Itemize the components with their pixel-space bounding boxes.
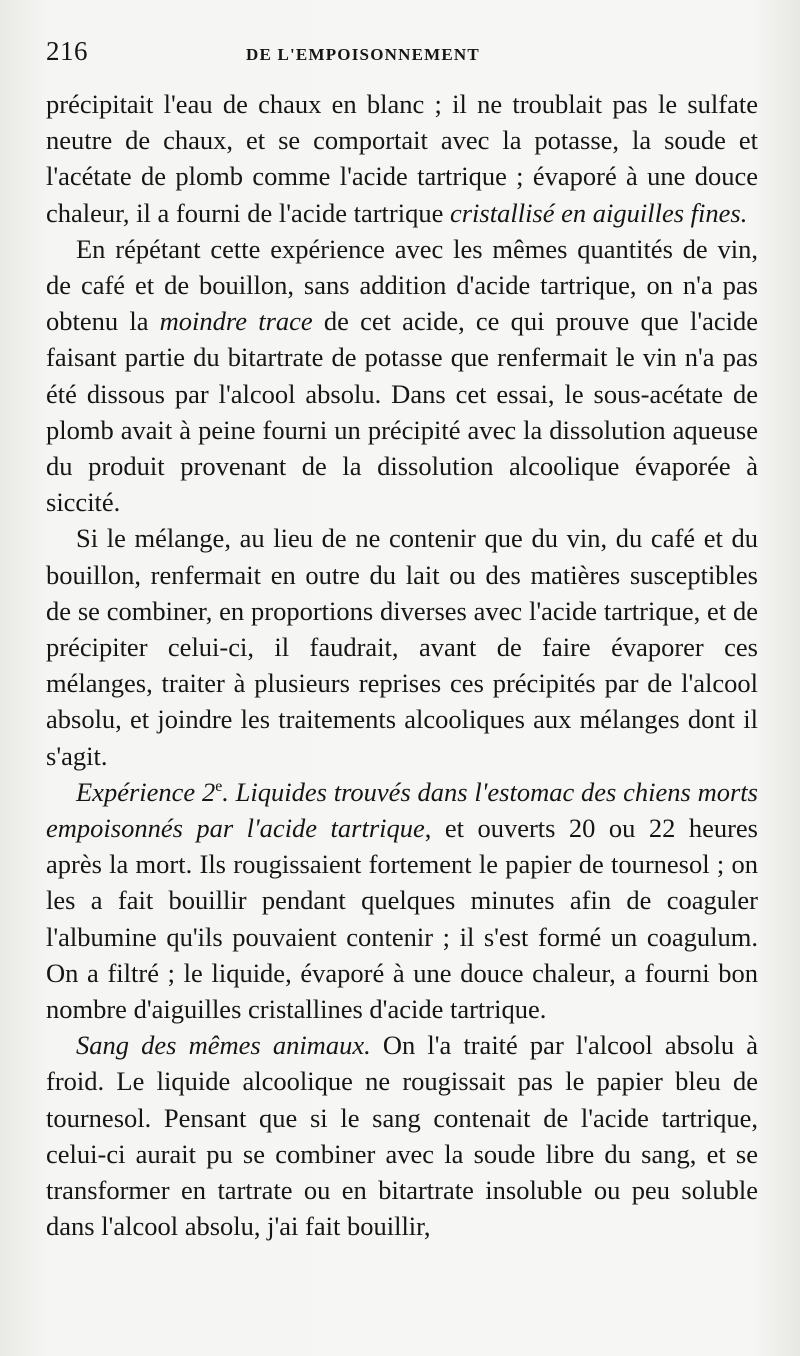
page-number: 216 [46,36,88,66]
paragraph-4-italic: . Liquides trouvés dans l'estomac des chiens morts empoisonnés par l'acide tartrique [46,776,758,844]
experiment-heading: Expérience 2 [76,776,216,807]
paragraph-5 [46,1027,758,1244]
paragraph-2 [46,231,758,521]
paragraph-5-text: On l'a traité par l'alcool absolu à froid. Le liquide alcoolique ne rougissait pas le papier bleu de tournesol. Pensant que si le sang contenait de l'acide tartrique, celui-ci aurait pu se combiner avec la soude libre du sang, et se transformer en tartrate ou en bitartrate insoluble ou peu soluble dans l'alcool absolu, j'ai fait bouillir, [46,1030,758,1242]
paragraph-2-italic: moindre trace [159,306,313,337]
body-text [46,86,758,1245]
paragraph-2-text-a: En répétant cette expérience avec les mêmes quantités de vin, de café et de bouillon, sans addition d'acide tartrique, on n'a pas obtenu la [46,233,758,337]
experiment-number-superscript: e [215,778,223,796]
paragraph-1-text: précipitait l'eau de chaux en blanc ; il ne troublait pas le sulfate neutre de chaux, et se comportait avec la potasse, la soude et l'acétate de plomb comme l'acide tartrique ; évaporé à une douce chaleur, il a fourni de l'acide tartrique [46,89,758,228]
running-head [46,36,758,76]
paragraph-1-italic: cristallisé en aiguilles fines. [449,197,748,228]
paragraph-5-italic: Sang des mêmes animaux. [76,1030,371,1061]
paragraph-4-text: , et ouverts 20 ou 22 heures après la mort. Ils rougissaient fortement le papier de tournesol ; on les a fait bouillir pendant quelques minutes afin de coaguler l'albumine qu'ils pouvaient contenir ; il s'est formé un coagulum. On a filtré ; le liquide, évaporé à une douce chaleur, a fourni bon nombre d'aiguilles cristallines d'acide tartrique. [46,813,758,1025]
paragraph-2-text-b: de cet acide, ce qui prouve que l'acide faisant partie du bitartrate de potasse que renfermait le vin n'a pas été dissous par l'alcool absolu. Dans cet essai, le sous-acétate de plomb avait à peine fourni un précipité avec la dissolution aqueuse du produit provenant de la dissolution alcoolique évaporée à siccité. [46,306,759,518]
paragraph-3-text: Si le mélange, au lieu de ne contenir que du vin, du café et du bouillon, renfermait en outre du lait ou des matières susceptibles de se combiner, en proportions diverses avec l'acide tartrique, et de précipiter celui-ci, il faudrait, avant de faire évaporer ces mélanges, traiter à plusieurs reprises ces précipités par de l'alcool absolu, et joindre les traitements alcooliques aux mélanges dont il s'agit. [46,523,758,771]
paragraph-1 [46,86,758,231]
paragraph-3 [46,520,758,773]
running-title: DE L'EMPOISONNEMENT [246,45,480,64]
paragraph-4 [46,774,758,1027]
